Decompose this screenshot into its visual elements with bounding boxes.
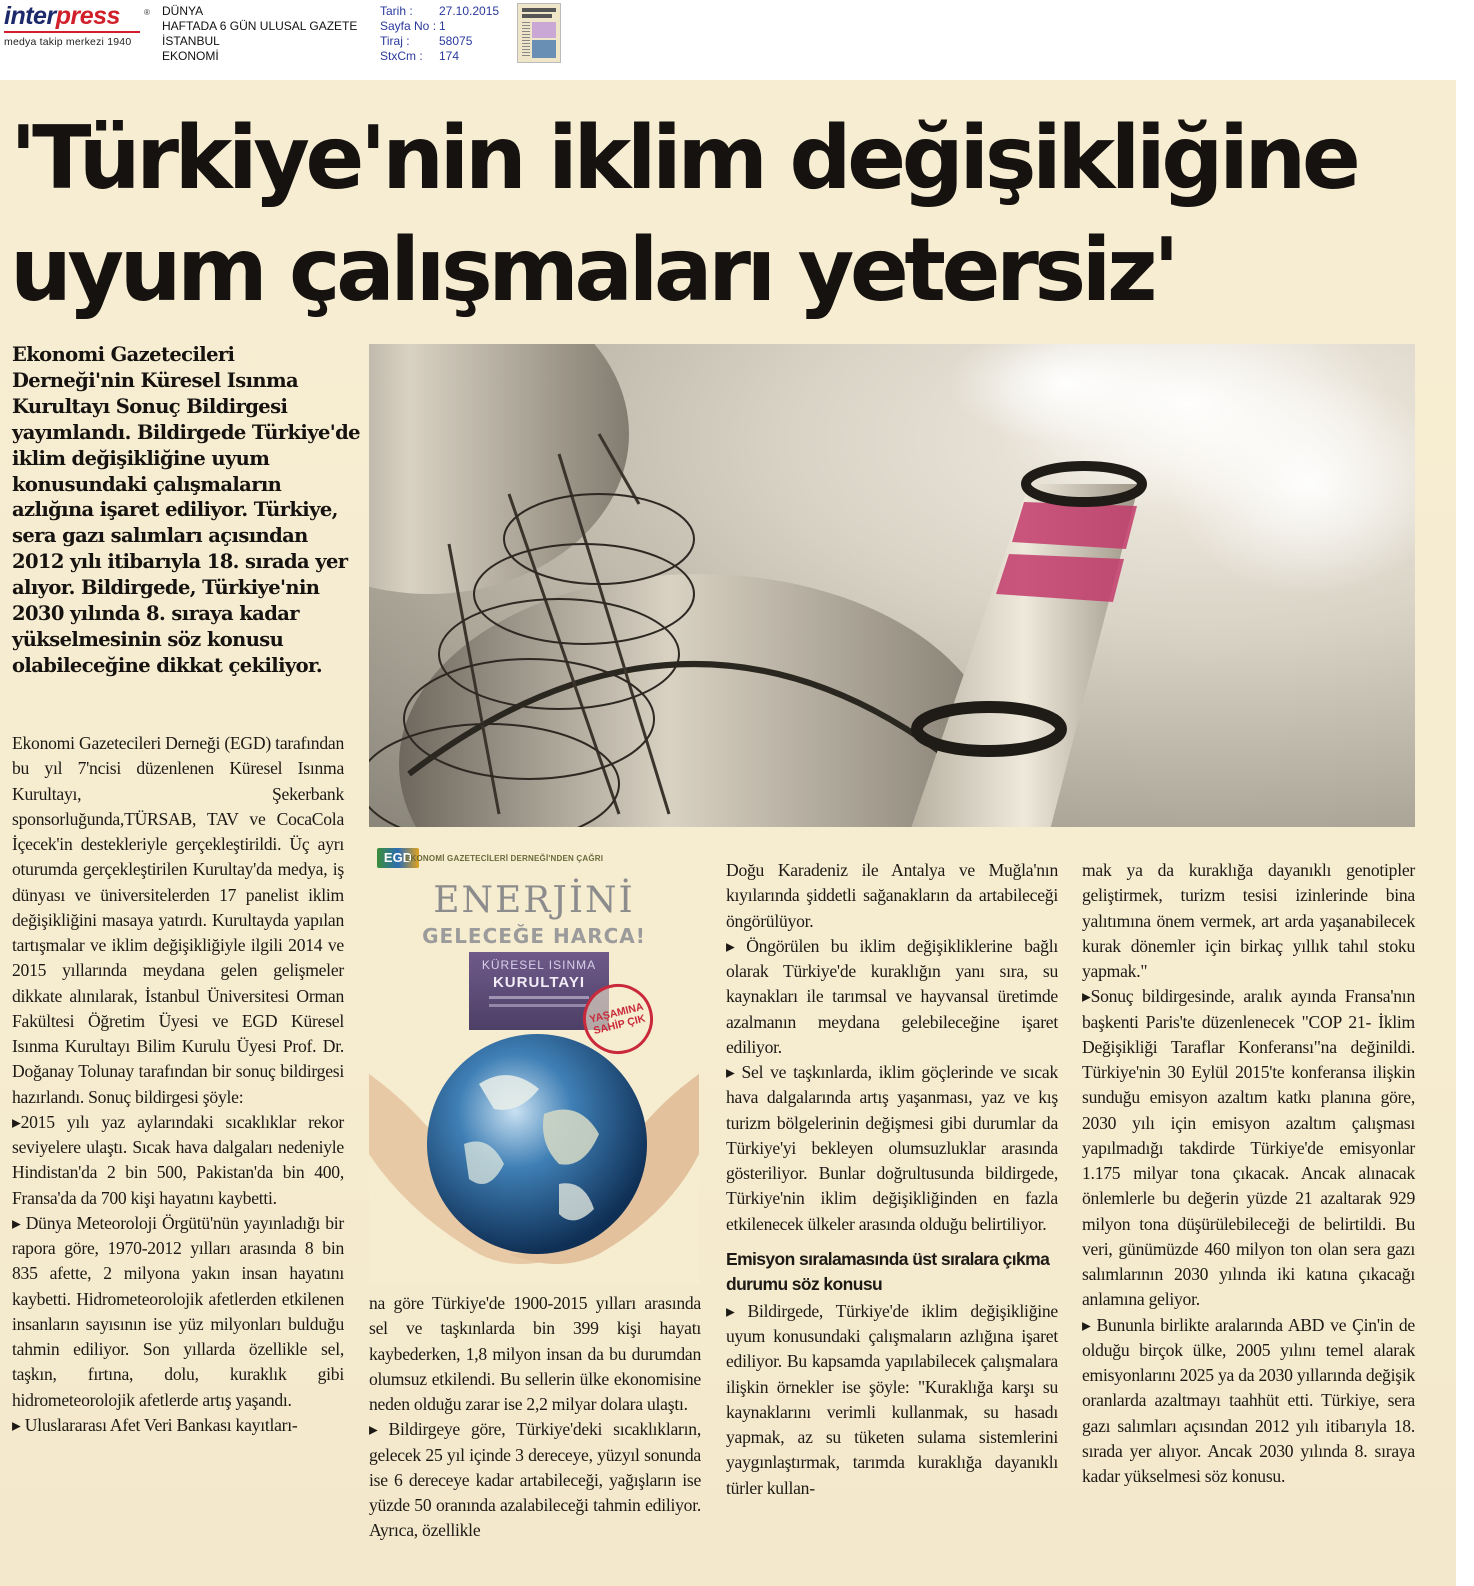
logo-wordmark: interpress <box>4 2 120 30</box>
poster-stamp: YAŞAMINA SAHİP ÇIK <box>576 977 661 1062</box>
clipping-meta <box>380 4 510 64</box>
power-plant-photo <box>369 344 1415 827</box>
meta-circulation: Tiraj : 58075 <box>380 34 473 48</box>
paragraph: ▸2015 yılı yaz aylarındaki sıcaklıklar rekor seviyelere ulaştı. Sıcak hava dalgaları nedeniyle Hindistan'da 2 bin 500, Pakistan'da bin 400, Fransa'da da 700 kişi hayatını kaybetti. <box>12 1111 344 1208</box>
paragraph: ▸ Bildirgeye göre, Türkiye'deki sıcaklıkların, gelecek 25 yıl içinde 3 dereceye, yüzyıl sonunda ise 6 dereceye kadar artabileceği, yağışların ise yüzde 50 oranında azalabileceği tahmin ediliyor. Ayrıca, özellikle <box>369 1419 701 1541</box>
poster-band: EKONOMİ GAZETECİLERİ DERNEĞİ'NDEN ÇAĞRI <box>405 854 604 863</box>
paragraph: ▸ Bildirgede, Türkiye'de iklim değişikliğine uyum konusundaki çalışmaların azlığına işaret ediliyor. Bu kapsamda yapılabilecek çalışmalara ilişkin örnekler ise şöyle: "Kuraklığa karşı su kaynaklarını verimli kullanmak, su hasadı yapmak, az su tüketen sulama sistemlerini yaygınlaştırmak, tarımda kuraklığa dayanıklı türler kullan- <box>726 1300 1058 1498</box>
egd-logo: EGD <box>377 848 419 868</box>
newspaper-page <box>0 80 1456 1586</box>
paragraph: ▸ Öngörülen bu iklim değişikliklerine bağlı olarak Türkiye'de kuraklığın yanı sıra, su kaynakları ile tarımsal ve hayvansal üretimde azalmanın meydana gelebileceğine işaret ediliyor. <box>726 935 1058 1057</box>
publication-info <box>162 4 357 64</box>
body-column-3 <box>726 858 1058 1501</box>
headline-line-2: uyum çalışmaları yetersiz' <box>10 219 1176 321</box>
paragraph: Ekonomi Gazetecileri Derneği (EGD) tarafından bu yıl 7'ncisi düzenlenen Küresel Isınma Kurultayı, Şekerbank sponsorluğunda,TÜRSAB, TAV ve CocaCola İçecek'in destekleriyle gerçekleştirildi. Üç ayrı oturumda gerçekleştirilen Kurultay'da medya, iş dünyası ve üniversitelerden 17 panelist iklim değişikliğini masaya yatırdı. Kurultayda yapılan tartışmalar ve iklim değişikliğiyle ilgili 2014 ve 2015 yıllarında meydana gelen gelişmeler dikkate alınılarak, İstanbul Üniversitesi Orman Fakültesi Öğretim Üyesi ve EGD Küresel Isınma Kurultayı Bilim Kurulu Üyesi Prof. Dr. Doğanay Tolunay tarafından bir sonuç bildirgesi hazırlandı. Sonuç bildirgesi şöyle: <box>12 733 344 1107</box>
paragraph: ▸ Bununla birlikte aralarında ABD ve Çin'in de olduğu birçok ülke, 2005 yılını temel alarak emisyonlarını 2025 ya da 2030 yıllarında değişik oranlarda azaltmayı taahhüt etti. Türkiye, sera gazı salımları açısından 2012 yılı itibarıyla 18. sırada yer alıyor. Ancak 2030 yılında 8. sıraya kadar yükselmesi söz konusu. <box>1082 1314 1415 1486</box>
poster-title: ENERJİNİ <box>433 880 635 921</box>
body-column-2 <box>369 1291 701 1544</box>
clipping-header <box>0 0 1474 80</box>
meta-page-no: Sayfa No : 1 <box>380 19 446 33</box>
paragraph: ▸Sonuç bildirgesinde, aralık ayında Fransa'nın başkenti Paris'te düzenlenecek "COP 21- İklim Değişikliği Taraflar Konferansı"na değinildi. Türkiye'nin 30 Eylül 2015'te konferansa ilişkin sunduğu emisyon azaltım katkı planına göre, 2030 yılı için emisyon azaltım çalışması yapılmadığı takdirde Türkiye'de emisyonlar 1.175 milyar tona çıkacak. Ancak alınacak önlemlerle bu değerin yüzde 21 azaltarak 929 milyon tona düşürülebileceği de belirtildi. Bu veri, günümüzde 460 milyon ton olan sera gazı salımlarının 2030 yılında iki katına çıkacağı anlamına geliyor. <box>1082 986 1415 1310</box>
meta-date: Tarih : 27.10.2015 <box>380 4 500 18</box>
headline-line-1: 'Türkiye'nin iklim değişikliğine <box>10 107 1357 209</box>
article-lede: Ekonomi Gazetecileri Derneği'nin Küresel Isınma Kurultayı Sonuç Bildirgesi yayımlandı. Bildirgede Türkiye'de iklim değişikliğine uyum konusundaki çalışmaların azlığına işaret ediliyor. Türkiye, sera gazı salımları açısından 2012 yılı itibarıyla 18. sırada yer alıyor. Bildirgede, Türkiye'nin 2030 yılında 8. sıraya kadar yükselmesinin söz konusu olabileceğine dikkat çekiliyor. <box>12 343 360 677</box>
paragraph: Doğu Karadeniz ile Antalya ve Muğla'nın kıyılarında şiddetli sağanakların da artabileceği öngörülüyor. <box>726 860 1058 931</box>
body-column-4 <box>1082 858 1415 1489</box>
kurultay-poster <box>369 844 699 1284</box>
publication-city: İSTANBUL <box>162 34 220 48</box>
publication-section: EKONOMİ <box>162 49 219 63</box>
paragraph: na göre Türkiye'de 1900-2015 yılları arasında sel ve taşkınlarda bin 399 kişi hayatı kaybederken, 1,8 milyon insan da bu durumdan olumsuz etkilendi. Bu sellerin ülke ekonomisine neden olduğu zarar ise 2,2 milyar dolara ulaştı. <box>369 1293 701 1414</box>
publication-name: DÜNYA <box>162 4 204 18</box>
interpress-logo: interpress ® medya takip merkezi 1940 <box>4 2 154 48</box>
page-thumbnail[interactable] <box>517 3 561 63</box>
paragraph: ▸ Sel ve taşkınlarda, iklim göçlerinde ve sıcak hava dalgalarında artış yaşanması, yaz ve kış turizm bölgelerinin değişmesi gibi durumlar da Türkiye'yi bekleyen olumsuzluklar arasında gösteriliyor. Bunlar doğrultusunda bildirgede, Türkiye'nin iklim değişikliğinden en fazla etkilenecek ülkeler arasında olduğu belirtiliyor. <box>726 1062 1058 1234</box>
poster-subtitle: GELECEĞE HARCA! <box>422 924 646 948</box>
article-headline <box>10 102 1450 326</box>
paragraph: ▸ Dünya Meteoroloji Örgütü'nün yayınladığı bir rapora göre, 1970-2012 yılları arasında 8 bin 835 afette, 2 milyona yakın insan hayatını kaybetti. Hidrometeorolojik afetlerden etkilenen insanların sayısının ise yüz milyonları bulduğu tahmin ediliyor. Son yıllarda özellikle sel, taşkın, fırtına, dolu, kuraklık gibi hidrometeorolojik afetlerde artış yaşandı. <box>12 1212 344 1410</box>
meta-stxcm: StxCm : 174 <box>380 49 460 63</box>
kurultay-booklet: KÜRESEL ISINMA KURULTAYI <box>469 952 609 1030</box>
hands-globe-icon <box>369 1004 699 1284</box>
section-subhead: Emisyon sıralamasında üst sıralara çıkma durumu söz konusu <box>726 1248 1050 1294</box>
body-column-1 <box>12 731 344 1438</box>
paragraph: ▸ Uluslararası Afet Veri Bankası kayıtları- <box>12 1414 298 1435</box>
paragraph: mak ya da kuraklığa dayanıklı genotipler geliştirmek, turizm tesisi izinlerinde bina yalıtımına önem vermek, art arda yaşanabilecek kurak dönemler için birkaç yıllık tahıl stoku yapmak." <box>1082 860 1415 981</box>
logo-tagline: medya takip merkezi 1940 <box>4 36 132 48</box>
publication-frequency: HAFTADA 6 GÜN ULUSAL GAZETE <box>162 19 358 33</box>
